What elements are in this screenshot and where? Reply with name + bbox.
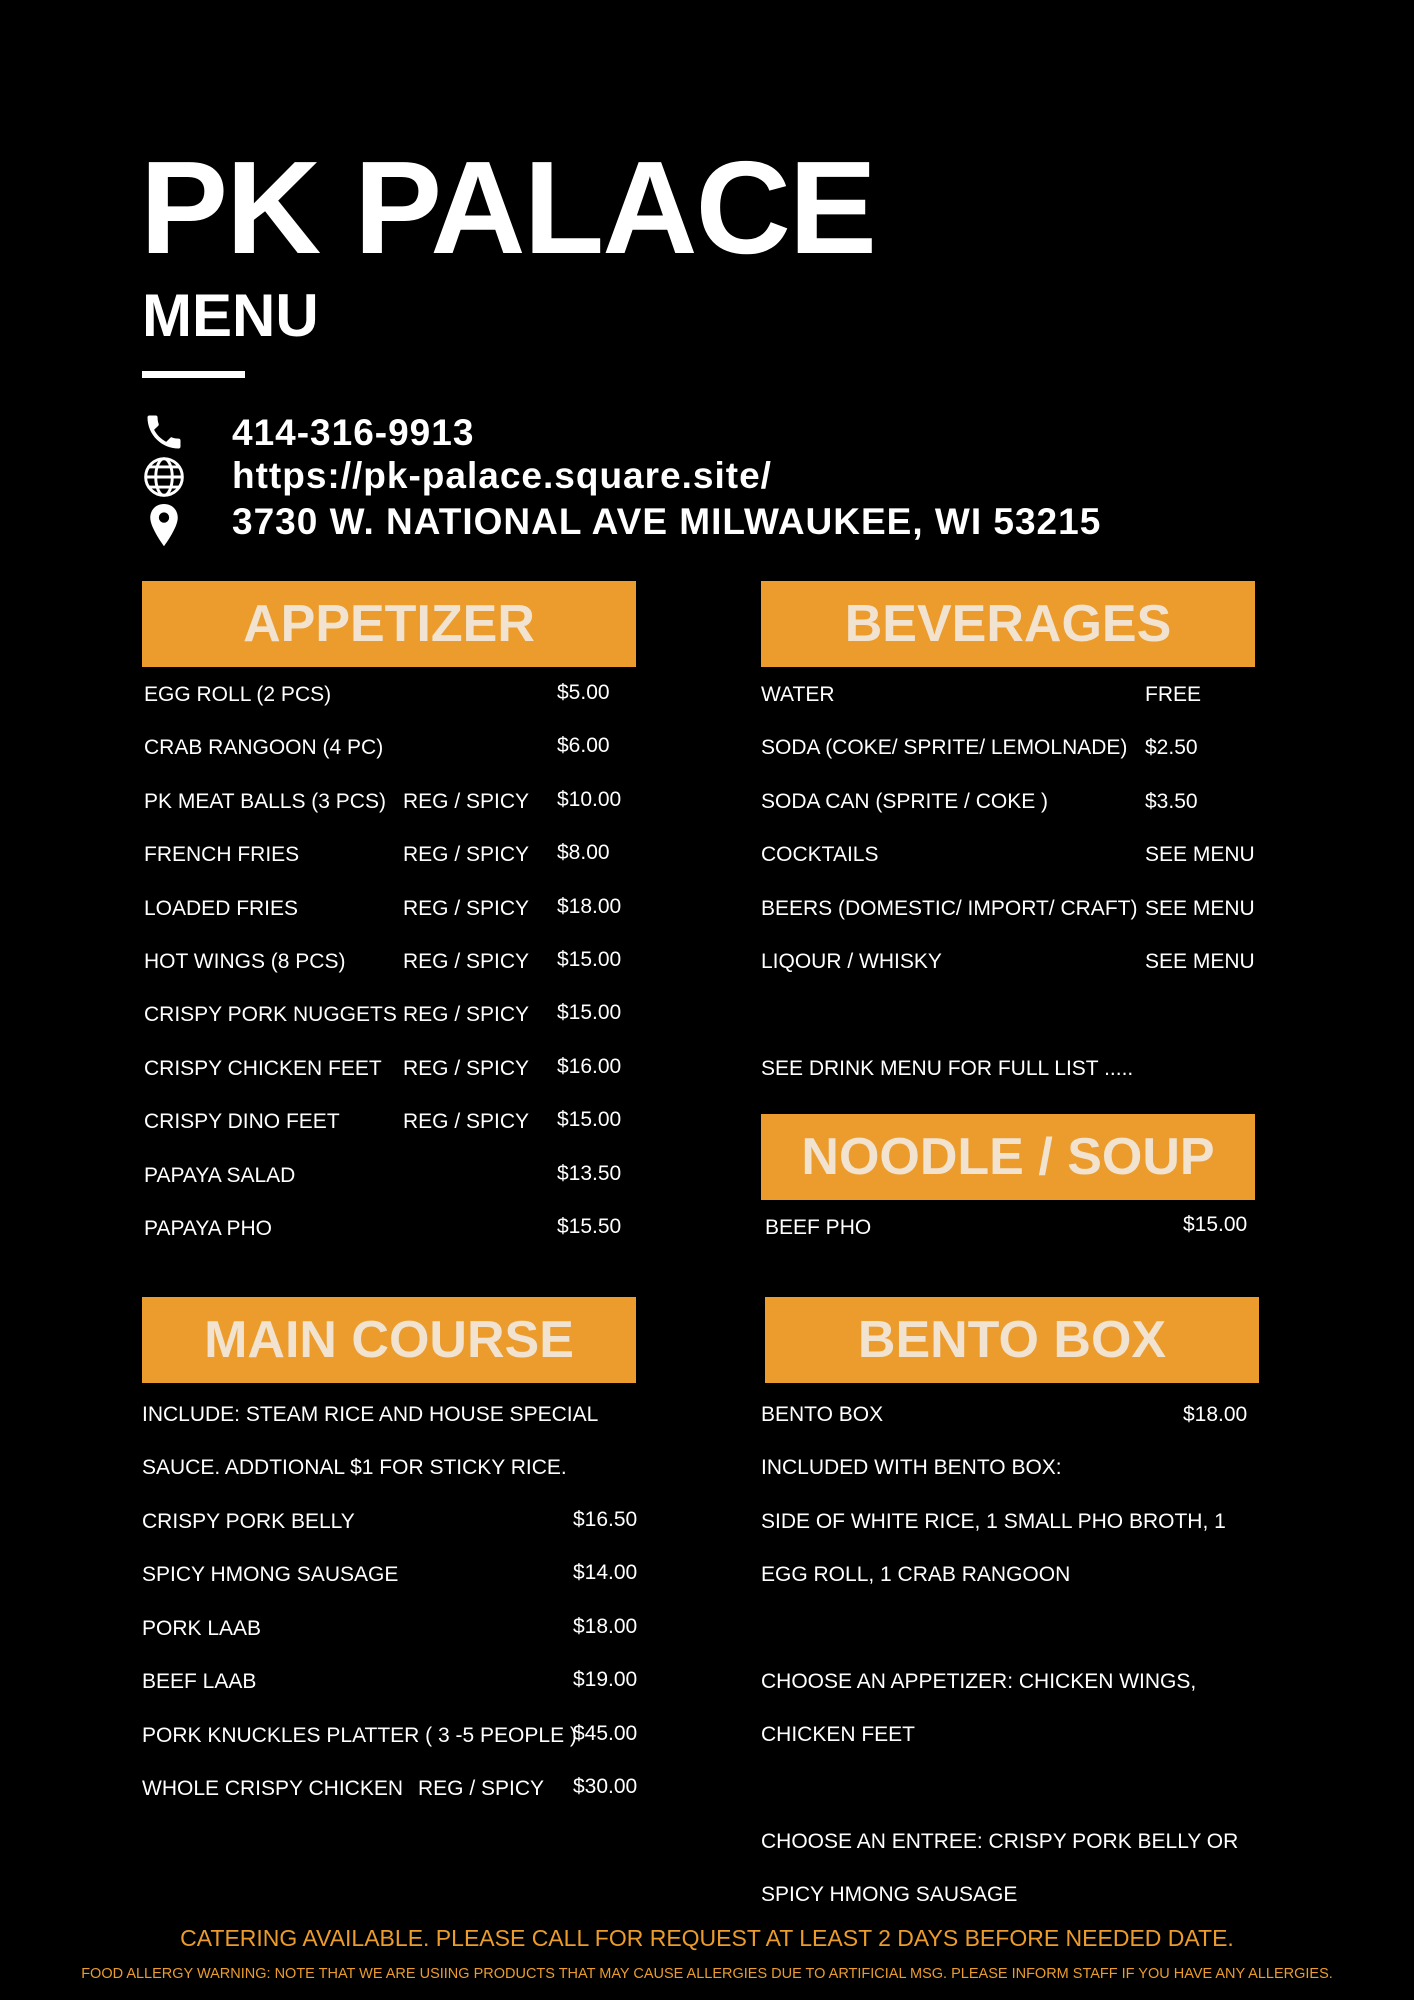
- menu-item-price: $19.00: [573, 1668, 638, 1692]
- bento-detail-line: INCLUDED WITH BENTO BOX:: [761, 1456, 1062, 1479]
- menu-item-price: $13.50: [557, 1161, 622, 1185]
- main-course-include: SAUCE. ADDTIONAL $1 FOR STICKY RICE.: [142, 1456, 567, 1479]
- spice-option: REG / SPICY: [403, 1003, 530, 1027]
- menu-item-price: $15.00: [1183, 1213, 1248, 1236]
- bento-box-heading: BENTO BOX: [765, 1297, 1259, 1383]
- menu-item-name: FRENCH FRIES: [144, 843, 300, 867]
- menu-item-price: $3.50: [1145, 789, 1198, 813]
- bento-detail-line: SIDE OF WHITE RICE, 1 SMALL PHO BROTH, 1: [761, 1510, 1226, 1533]
- spice-option: REG / SPICY: [403, 950, 530, 973]
- menu-item-name: CRISPY PORK NUGGETS: [144, 1003, 397, 1027]
- menu-item-price: $15.50: [557, 1215, 622, 1238]
- menu-item-price: $6.00: [557, 734, 610, 758]
- menu-item-name: WATER: [761, 683, 835, 706]
- menu-item-price: $15.00: [557, 1001, 622, 1025]
- noodle-soup-heading: NOODLE / SOUP: [761, 1114, 1255, 1200]
- menu-item-price: $45.00: [573, 1721, 638, 1745]
- menu-item-name: BEERS (DOMESTIC/ IMPORT/ CRAFT): [761, 896, 1138, 920]
- phone-number[interactable]: 414-316-9913: [232, 412, 475, 453]
- menu-item-price: $18.00: [573, 1614, 638, 1638]
- menu-item-name: EGG ROLL (2 PCS): [144, 683, 332, 706]
- menu-subtitle: MENU: [142, 282, 319, 349]
- beverages-heading: BEVERAGES: [761, 581, 1255, 667]
- bento-detail-line: CHICKEN FEET: [761, 1723, 916, 1746]
- menu-item-price: $30.00: [573, 1775, 638, 1798]
- spice-option: REG / SPICY: [403, 1110, 530, 1134]
- menu-item-name: SPICY HMONG SAUSAGE: [142, 1563, 399, 1587]
- menu-item-price: $8.00: [557, 841, 610, 865]
- menu-item-price: SEE MENU: [1145, 896, 1255, 920]
- menu-item-name: SODA (COKE/ SPRITE/ LEMOLNADE): [761, 736, 1128, 760]
- bento-item-price: $18.00: [1183, 1403, 1248, 1426]
- bento-detail-line: EGG ROLL, 1 CRAB RANGOON: [761, 1563, 1071, 1586]
- menu-item-name: CRISPY CHICKEN FEET: [144, 1056, 382, 1080]
- menu-item-name: PAPAYA SALAD: [144, 1163, 296, 1187]
- menu-item-name: PAPAYA PHO: [144, 1217, 272, 1240]
- main-course-include: INCLUDE: STEAM RICE AND HOUSE SPECIAL: [142, 1403, 599, 1426]
- location-pin-icon: [142, 502, 190, 546]
- spice-option: REG / SPICY: [403, 896, 530, 920]
- menu-item-price: FREE: [1145, 683, 1202, 706]
- menu-item-name: CRISPY PORK BELLY: [142, 1510, 355, 1533]
- menu-item-name: PORK KNUCKLES PLATTER ( 3 -5 PEOPLE ): [142, 1723, 577, 1747]
- menu-item-price: $18.00: [557, 894, 622, 918]
- drink-menu-note: SEE DRINK MENU FOR FULL LIST .....: [761, 1057, 1134, 1080]
- allergy-warning: FOOD ALLERGY WARNING: NOTE THAT WE ARE USIING PRODUCTS THAT MAY CAUSE ALLERGIES DUE TO ARTIFICIAL MSG. PLEASE INFORM STAFF IF YOU HAVE ANY ALLERGIES.: [81, 1966, 1333, 1982]
- address: 3730 W. NATIONAL AVE MILWAUKEE, WI 53215: [232, 501, 1102, 542]
- phone-icon: [142, 410, 190, 454]
- menu-item-price: SEE MENU: [1145, 843, 1255, 867]
- menu-item-price: SEE MENU: [1145, 950, 1255, 973]
- spice-option: REG / SPICY: [403, 789, 530, 813]
- bento-detail-line: CHOOSE AN APPETIZER: CHICKEN WINGS,: [761, 1670, 1197, 1693]
- appetizer-heading: APPETIZER: [142, 581, 636, 667]
- bento-detail-line: CHOOSE AN ENTREE: CRISPY PORK BELLY OR: [761, 1830, 1239, 1853]
- spice-option: REG / SPICY: [403, 843, 530, 867]
- menu-item-name: WHOLE CRISPY CHICKEN: [142, 1777, 403, 1800]
- menu-item-name: LOADED FRIES: [144, 896, 299, 920]
- title-underline: [142, 371, 245, 378]
- menu-item-name: BEEF LAAB: [142, 1670, 257, 1694]
- menu-item-name: COCKTAILS: [761, 843, 879, 867]
- menu-item-name: BEEF PHO: [765, 1216, 872, 1239]
- menu-item-name: PK MEAT BALLS (3 PCS): [144, 789, 386, 813]
- menu-item-name: LIQOUR / WHISKY: [761, 950, 942, 973]
- menu-item-price: $15.00: [557, 1108, 622, 1132]
- spice-option: REG / SPICY: [403, 1056, 530, 1080]
- menu-item-name: CRAB RANGOON (4 PC): [144, 736, 384, 760]
- website-link[interactable]: https://pk-palace.square.site/: [232, 455, 772, 496]
- menu-item-name: SODA CAN (SPRITE / COKE ): [761, 789, 1049, 813]
- menu-item-price: $15.00: [557, 948, 622, 971]
- main-course-heading: MAIN COURSE: [142, 1297, 636, 1383]
- bento-detail-line: SPICY HMONG SAUSAGE: [761, 1883, 1018, 1906]
- menu-item-price: $16.00: [557, 1054, 622, 1078]
- globe-icon: [142, 455, 190, 499]
- menu-item-price: $10.00: [557, 787, 622, 811]
- restaurant-title: PK PALACE: [140, 134, 875, 281]
- menu-item-price: $16.50: [573, 1508, 638, 1531]
- menu-item-name: HOT WINGS (8 PCS): [144, 950, 346, 973]
- menu-item-price: $14.00: [573, 1561, 638, 1585]
- menu-item-name: CRISPY DINO FEET: [144, 1110, 340, 1134]
- catering-notice: CATERING AVAILABLE. PLEASE CALL FOR REQUEST AT LEAST 2 DAYS BEFORE NEEDED DATE.: [180, 1925, 1234, 1951]
- menu-item-price: $5.00: [557, 681, 610, 704]
- menu-item-name: PORK LAAB: [142, 1616, 262, 1640]
- menu-item-price: $2.50: [1145, 736, 1198, 760]
- spice-option: REG / SPICY: [418, 1777, 545, 1800]
- bento-item-name: BENTO BOX: [761, 1403, 884, 1426]
